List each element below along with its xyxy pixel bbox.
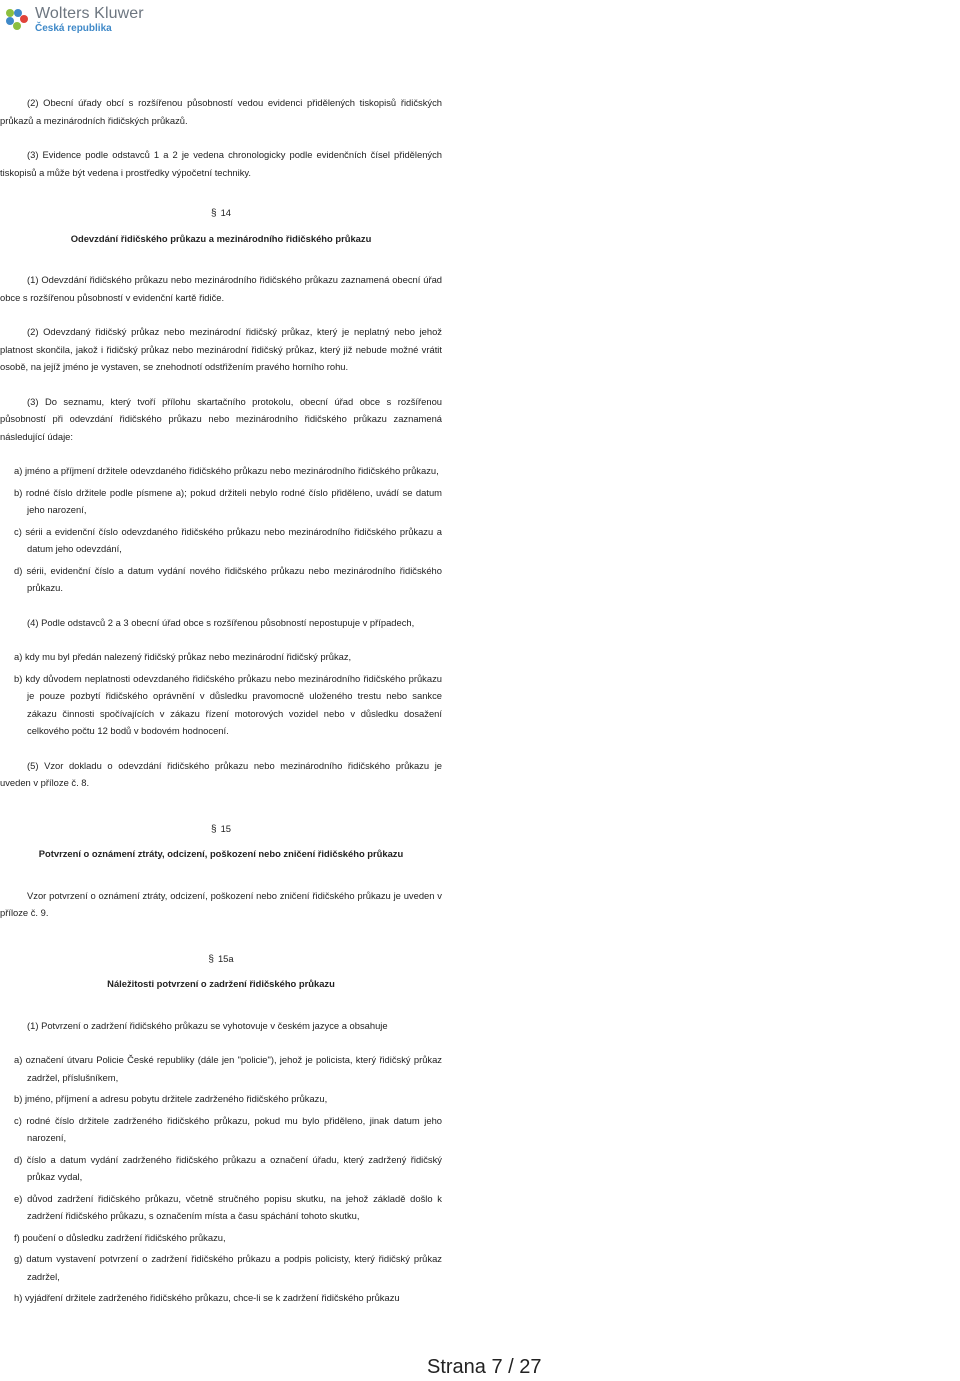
section-14-heading (0, 204, 442, 223)
document-body (0, 94, 442, 1311)
section-15a-heading (0, 950, 442, 969)
section-sign-icon: § (211, 823, 217, 835)
paragraph-14-4: (4) Podle odstavců 2 a 3 obecní úřad obce s rozšířenou působností nepostupuje v případech, (27, 616, 415, 628)
section-title: Odevzdání řidičského průkazu a mezinárodního řidičského průkazu (70, 232, 372, 244)
section-number: 15a (217, 952, 234, 964)
section-15-heading (0, 820, 442, 839)
wolters-kluwer-logo-icon (6, 9, 28, 31)
paragraph-15-1: Vzor potvrzení o oznámení ztráty, odcizení, poškození nebo zničení řidičského průkazu je uveden v příloze č. 9. (0, 889, 442, 918)
page-number: Strana 7 / 27 (427, 1356, 542, 1378)
list-item: e) důvod zadržení řidičského průkazu, včetně stručného popisu skutku, na jehož základě došlo k zadržení řidičského průkazu, s označením místa a času spáchání tohoto skutku, (14, 1192, 442, 1221)
paragraph-15a-1: (1) Potvrzení o zadržení řidičského průkazu se vyhotovuje v českém jazyce a obsahuje (27, 1019, 388, 1031)
paragraph-13-2: (2) Obecní úřady obcí s rozšířenou působností vedou evidenci přidělených tiskopisů řidičských průkazů a mezinárodních řidičských průkazů. (0, 97, 442, 126)
list-item: a) označení útvaru Policie České republiky (dále jen "policie"), jehož je policista, který řidičský průkaz zadržel, příslušníkem, (14, 1054, 442, 1083)
list-item: c) sérii a evidenční číslo odevzdaného řidičského průkazu nebo mezinárodního řidičského průkazu a datum jeho odevzdání, (14, 525, 442, 554)
logo-brand-name: Wolters Kluwer (35, 5, 144, 22)
list-item: b) rodné číslo držitele podle písmene a); pokud držiteli nebylo rodné číslo přiděleno, uvádí se datum jeho narození, (14, 486, 442, 515)
list-item: c) rodné číslo držitele zadrženého řidičského průkazu, pokud mu bylo přiděleno, jinak datum jeho narození, (14, 1114, 442, 1143)
section-sign-icon: § (211, 208, 217, 219)
list-item: b) jméno, příjmení a adresu pobytu držitele zadrženého řidičského průkazu, (14, 1093, 328, 1104)
section-number: 14 (220, 207, 231, 218)
paragraph-14-2: (2) Odevzdaný řidičský průkaz nebo mezinárodní řidičský průkaz, který je neplatný nebo jehož platnost skončila, jakož i řidičský průkaz nebo mezinárodní řidičský průkaz, který již nebude možné vrátit osobě, na jejíž jméno je vystaven, se znehodnotí odstřižením pravého horního rohu. (0, 326, 442, 372)
logo-subtitle: Česká republika (35, 23, 112, 34)
paragraph-14-1: (1) Odevzdání řidičského průkazu nebo mezinárodního řidičského průkazu zaznamená obecní úřad obce s rozšířenou působností v evidenční kartě řidiče. (0, 274, 442, 303)
section-sign-icon: § (208, 953, 214, 965)
list-item: a) kdy mu byl předán nalezený řidičský průkaz nebo mezinárodní řidičský průkaz, (14, 651, 352, 662)
list-item: f) poučení o důsledku zadržení řidičského průkazu, (14, 1231, 226, 1243)
section-title: Potvrzení o oznámení ztráty, odcizení, poškození nebo zničení řidičského průkazu (38, 848, 404, 859)
list-item: d) sérii, evidenční číslo a datum vydání nového řidičského průkazu nebo mezinárodního řidičského průkazu. (14, 564, 442, 593)
list-item: b) kdy důvodem neplatnosti odevzdaného řidičského průkazu nebo mezinárodního řidičského průkazu je pouze pozbytí řidičského oprávnění v důsledku pravomocně uloženého trestu nebo sankce zákazu činnosti spočívajících v zákazu řízení motorových vozidel nebo v důsledku dosažení celkového počtu 12 bodů v bodovém hodnocení. (14, 672, 442, 736)
paragraph-14-3: (3) Do seznamu, který tvoří přílohu skartačního protokolu, obecní úřad obce s rozšířenou působností při odevzdání řidičského průkazu nebo mezinárodního řidičského průkazu zaznamená následující údaje: (0, 395, 442, 442)
list-item: d) číslo a datum vydání zadrženého řidičského průkazu a označení úřadu, který zadržený řidičský průkaz vydal, (14, 1153, 442, 1182)
list-item: h) vyjádření držitele zadrženého řidičského průkazu, chce-li se k zadržení řidičského průkazu (14, 1292, 400, 1303)
section-title: Náležitosti potvrzení o zadržení řidičského průkazu (107, 978, 335, 989)
paragraph-13-3: (3) Evidence podle odstavců 1 a 2 je vedena chronologicky podle evidenčních čísel přidělených tiskopisů a může být vedena i prostředky výpočetní techniky. (0, 149, 442, 178)
section-number: 15 (220, 822, 231, 834)
list-item: a) jméno a příjmení držitele odevzdaného řidičského průkazu nebo mezinárodního řidičského průkazu, (14, 465, 439, 476)
list-item: g) datum vystavení potvrzení o zadržení řidičského průkazu a podpis policisty, který řidičský průkaz zadržel, (14, 1253, 442, 1282)
paragraph-14-5: (5) Vzor dokladu o odevzdání řidičského průkazu nebo mezinárodního řidičského průkazu je uveden v příloze č. 8. (0, 759, 442, 788)
publisher-logo (6, 4, 144, 36)
